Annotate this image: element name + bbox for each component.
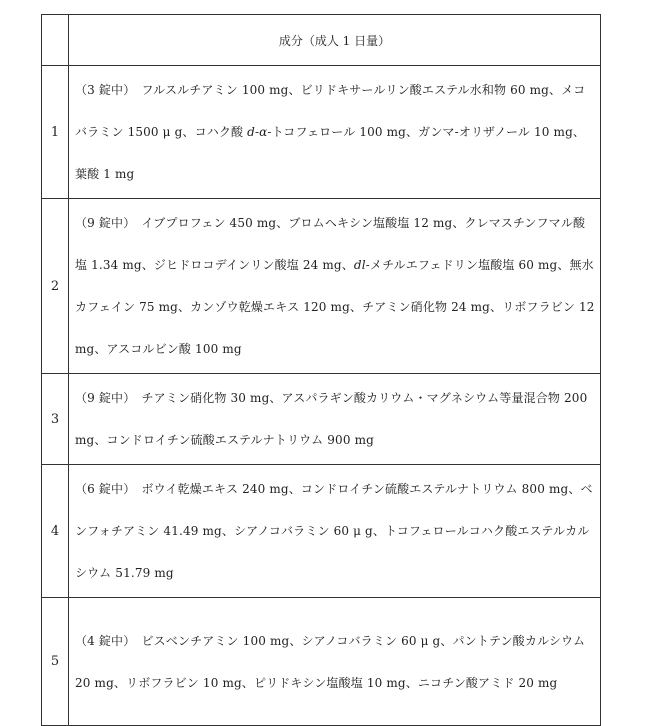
row-number: 5 xyxy=(42,598,69,726)
ingredient-italic-prefix: d-α- xyxy=(247,125,272,139)
table-header-row xyxy=(42,15,601,66)
row-ingredients: （4 錠中） ビスベンチアミン 100 mg、シアノコバラミン 60 μ g、パントテン酸カルシウム 20 mg、リボフラビン 10 mg、ピリドキシン塩酸塩 10 mg、ニコチン酸アミド 20 mg xyxy=(69,598,601,726)
header-number xyxy=(42,15,69,66)
row-number: 3 xyxy=(42,374,69,465)
header-ingredients: 成分（成人 1 日量） xyxy=(69,15,601,66)
row-ingredients xyxy=(69,199,601,374)
table-row xyxy=(42,598,601,726)
table-row xyxy=(42,66,601,199)
row-ingredients: （6 錠中） ボウイ乾燥エキス 240 mg、コンドロイチン硫酸エステルナトリウム 800 mg、ベンフォチアミン 41.49 mg、シアノコバラミン 60 μ g、トコフェロールコハク酸エステルカルシウム 51.79 mg xyxy=(69,465,601,598)
row-ingredients: （9 錠中） チアミン硝化物 30 mg、アスパラギン酸カリウム・マグネシウム等量混合物 200 mg、コンドロイチン硫酸エステルナトリウム 900 mg xyxy=(69,374,601,465)
table-row xyxy=(42,374,601,465)
ingredient-text: （9 錠中） イブプロフェン 450 mg、ブロムヘキシン塩酸塩 12 mg、クレマスチンフマル酸塩 1.34 mg、ジヒドロコデインリン酸塩 24 mg、 xyxy=(75,216,586,272)
row-number: 1 xyxy=(42,66,69,199)
ingredients-table xyxy=(41,14,601,726)
ingredient-italic-prefix: dl- xyxy=(353,258,370,272)
table-row xyxy=(42,465,601,598)
ingredient-text: トコフェロール 100 mg、ガンマ-オリザノール 10 mg、葉酸 1 mg xyxy=(75,125,586,181)
table-row xyxy=(42,199,601,374)
ingredient-text: （3 錠中） フルスルチアミン 100 mg、ビリドキサールリン酸エステル水和物 60 mg、メコバラミン 1500 μ g、コハク酸 xyxy=(75,83,586,139)
ingredient-text: メチルエフェドリン塩酸塩 60 mg、無水カフェイン 75 mg、カンゾウ乾燥エキス 120 mg、チアミン硝化物 24 mg、リボフラビン 12 mg、アスコルビン酸 100 mg xyxy=(75,258,595,356)
row-number: 2 xyxy=(42,199,69,374)
row-number: 4 xyxy=(42,465,69,598)
row-ingredients xyxy=(69,66,601,199)
